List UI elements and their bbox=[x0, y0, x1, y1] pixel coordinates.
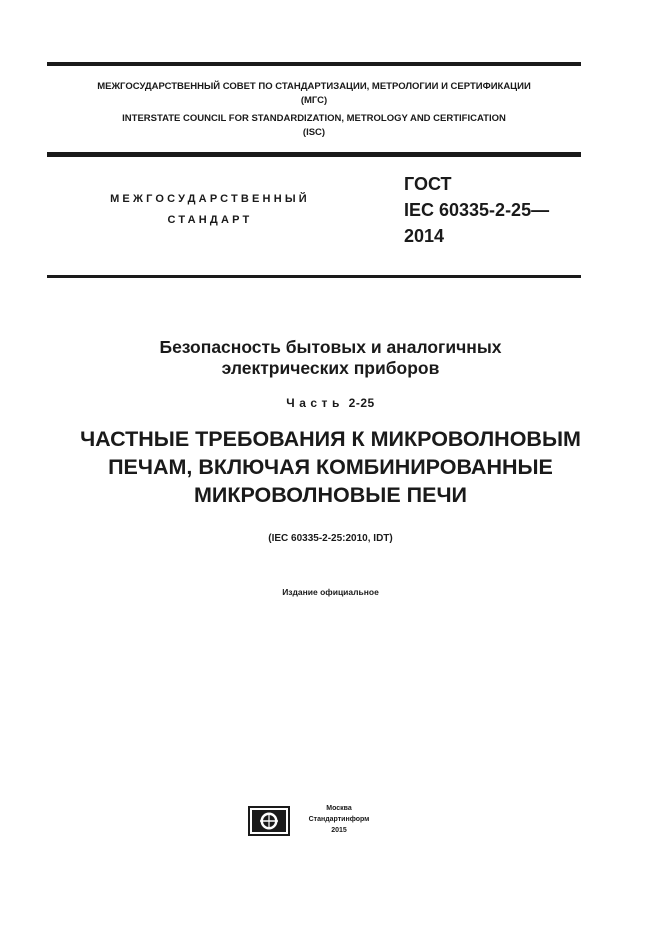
part-number: 2-25 bbox=[348, 396, 375, 410]
publisher-info bbox=[294, 803, 384, 836]
publisher-city: Москва bbox=[326, 805, 352, 812]
gost-designation bbox=[404, 171, 549, 249]
title-line2: ПЕЧАМ, ВКЛЮЧАЯ КОМБИНИРОВАННЫЕ bbox=[108, 455, 553, 479]
council-ru-line1: МЕЖГОСУДАРСТВЕННЫЙ СОВЕТ ПО СТАНДАРТИЗАЦИИ, МЕТРОЛОГИИ И СЕРТИФИКАЦИИ bbox=[97, 81, 531, 92]
bottom-rule bbox=[47, 275, 581, 278]
part-label: Часть bbox=[286, 396, 344, 410]
council-en-line1: INTERSTATE COUNCIL FOR STANDARDIZATION, METROLOGY AND CERTIFICATION bbox=[122, 113, 506, 124]
gost-line2: IEC 60335-2-25— bbox=[404, 200, 550, 220]
standard-type bbox=[60, 189, 360, 231]
council-en bbox=[47, 112, 581, 140]
standard-type-line1: МЕЖГОСУДАРСТВЕННЫЙ bbox=[110, 193, 310, 205]
part-heading bbox=[0, 396, 661, 410]
publisher-year: 2015 bbox=[331, 827, 347, 834]
top-rule bbox=[47, 62, 581, 66]
subtitle-line1: Безопасность бытовых и аналогичных bbox=[159, 337, 502, 357]
standartinform-logo-icon bbox=[248, 806, 290, 836]
title-line3: МИКРОВОЛНОВЫЕ ПЕЧИ bbox=[193, 483, 468, 507]
publisher-name: Стандартинформ bbox=[308, 816, 370, 823]
edition-note: Издание официальное bbox=[282, 587, 379, 597]
council-ru bbox=[47, 80, 581, 108]
middle-rule bbox=[47, 152, 581, 157]
gost-line1: ГОСТ bbox=[404, 174, 452, 194]
standard-type-line2: СТАНДАРТ bbox=[167, 214, 253, 226]
council-ru-line2: (МГС) bbox=[300, 95, 328, 106]
iec-reference: (IEC 60335-2-25:2010, IDT) bbox=[268, 533, 393, 544]
subtitle-line2: электрических приборов bbox=[221, 358, 440, 378]
title-line1: ЧАСТНЫЕ ТРЕБОВАНИЯ К МИКРОВОЛНОВЫМ bbox=[80, 427, 581, 451]
gost-line3: 2014 bbox=[404, 226, 445, 246]
council-en-line2: (ISC) bbox=[302, 127, 326, 138]
document-title bbox=[0, 425, 661, 509]
document-subtitle bbox=[0, 337, 661, 379]
